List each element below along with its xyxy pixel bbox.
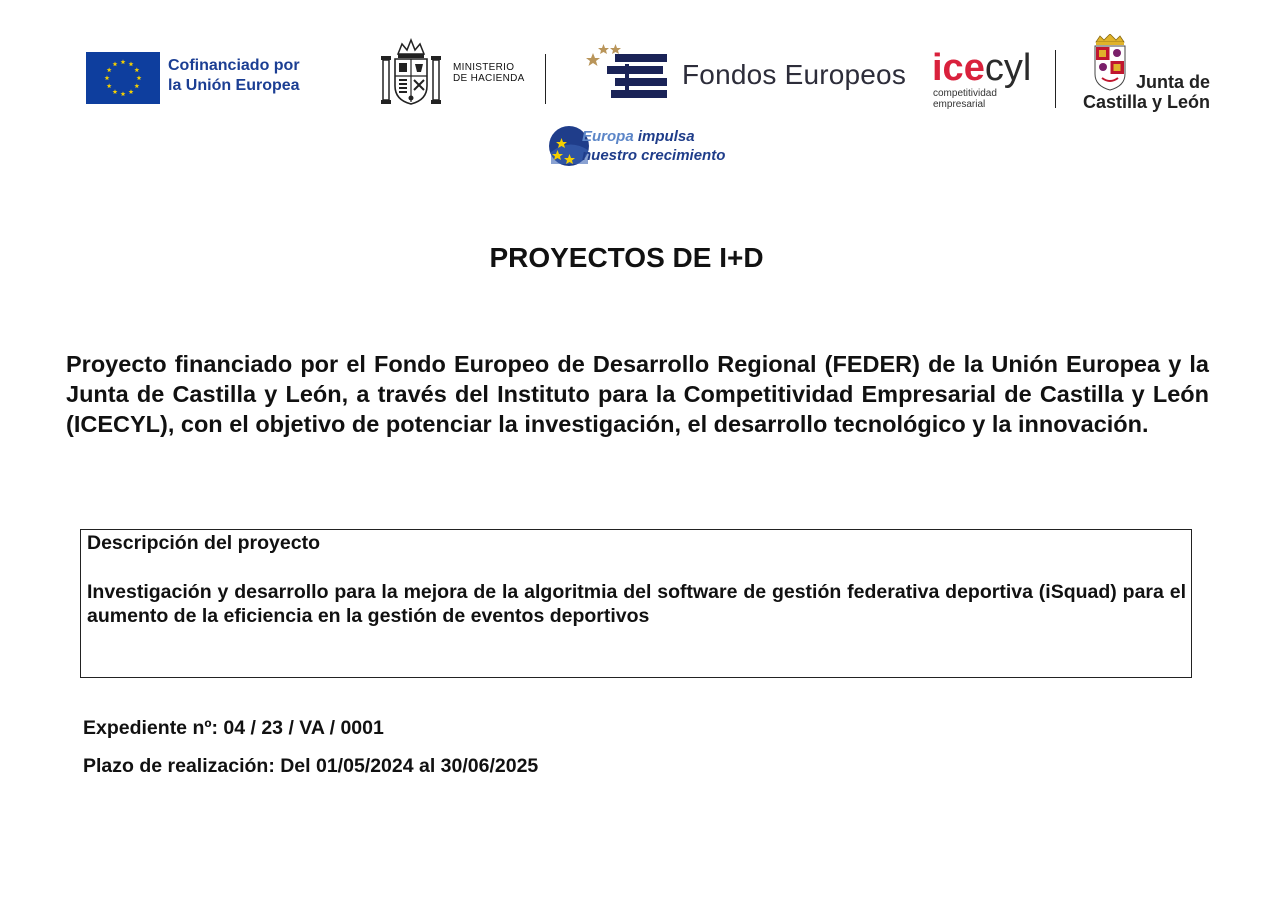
eu-star [129,62,134,67]
eu-star [107,83,112,88]
icecyl-subtitle [933,88,997,110]
description-text: Investigación y desarrollo para la mejora de la algoritmia del software de gestión federativa deportiva (iSquad) para el aumento de la eficiencia en la gestión de eventos deportivos [87,581,1186,627]
europa-impulsa-label [582,127,725,165]
logo-divider [1055,50,1056,108]
icecyl-logo [932,48,1031,88]
icecyl-word-e: e [963,47,985,89]
icecyl-sub-line1: competitividad [933,88,997,99]
spain-coat-of-arms-icon [380,38,442,108]
europa-impulsa-light: Europa [582,128,634,145]
page-title: PROYECTOS DE I+D [489,242,764,273]
junta-line2: Castilla y León [1082,92,1210,112]
junta-castilla-leon-label [1082,72,1210,112]
icecyl-word-ic: ic [932,47,964,89]
fondos-europeos-mark-icon [585,42,671,106]
eu-star [129,89,134,94]
icecyl-word-cyl: cyl [984,47,1032,89]
eu-star [105,75,110,80]
icecyl-sub-line2: empresarial [933,99,986,110]
eu-star [113,89,118,94]
eu-label-line2: la Unión Europea [168,77,300,94]
funding-paragraph: Proyecto financiado por el Fondo Europeo de Desarrollo Regional (FEDER) de la Unión Europea y la Junta de Castilla y León, a través del Instituto para la Competitividad Empresarial de Castilla y León (ICECYL), con el objetivo de potenciar la investigación, el desarrollo tecnológico y la innovación. [66,351,1209,437]
eu-star [121,59,126,64]
eu-flag-icon [86,52,160,104]
eu-label-line1: Cofinanciado por [168,57,300,74]
fondos-europeos-label: Fondos Europeos [682,59,907,90]
ministerio-line1: MINISTERIO [453,62,515,73]
ministerio-line2: DE HACIENDA [453,73,525,84]
ministerio-hacienda-label [453,62,525,84]
description-label: Descripción del proyecto [87,532,320,554]
eu-star [137,75,142,80]
plazo-realizacion: Plazo de realización: Del 01/05/2024 al 30/06/2025 [83,755,539,777]
logo-divider [545,54,546,104]
eu-star [134,67,139,72]
eu-star [113,62,118,67]
expediente-number: Expediente nº: 04 / 23 / VA / 0001 [83,717,384,739]
eu-cofinanciado-label [168,56,300,96]
eu-star [134,83,139,88]
europa-impulsa-line2: nuestro crecimiento [582,147,726,164]
europa-impulsa-bold: impulsa [637,128,695,145]
eu-star [107,67,112,72]
junta-line1: Junta de [1135,72,1210,92]
eu-star [121,91,126,96]
